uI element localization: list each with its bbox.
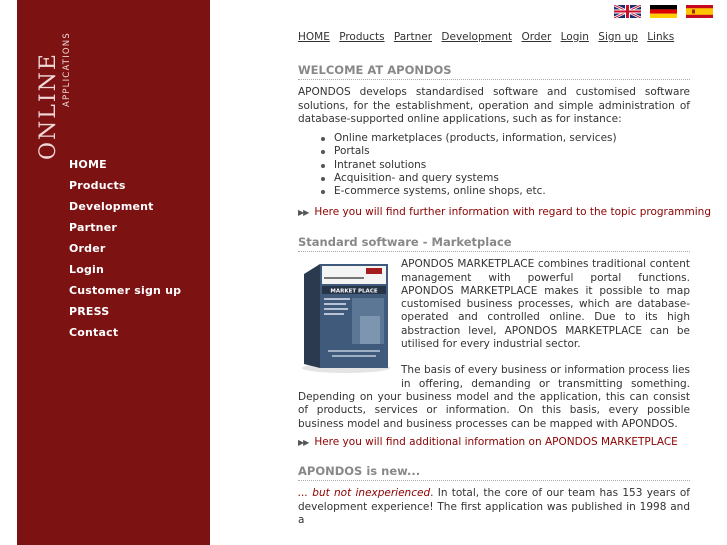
list-item: E-commerce systems, online shops, etc. xyxy=(334,185,690,198)
top-nav-development[interactable]: Development xyxy=(441,31,513,43)
logo-sub-text: APPLICATIONS xyxy=(62,32,72,107)
side-nav-products[interactable]: Products xyxy=(69,179,126,192)
news-emphasis: ... but not inexperienced xyxy=(298,487,431,500)
welcome-title: WELCOME AT APONDOS xyxy=(298,64,690,80)
marketplace-link[interactable]: Here you will find additional information on APONDOS MARKETPLACE xyxy=(314,435,678,448)
english-flag-icon[interactable] xyxy=(614,5,641,18)
top-nav-home[interactable]: HOME xyxy=(298,31,330,43)
side-nav xyxy=(69,157,181,346)
logo-main-text: ONLINE xyxy=(36,52,61,160)
german-flag-icon[interactable] xyxy=(650,5,677,18)
top-nav-links[interactable]: Links xyxy=(647,31,675,43)
marketplace-p1: APONDOS MARKETPLACE combines traditional content management with powerful portal functions. APONDOS MARKETPLACE makes it possible to map customised business processes, which are database-operated and controlled online. Due to its high abstraction level, APONDOS MARKETPLACE can be utilised for every industrial sector. xyxy=(401,258,690,351)
double-arrow-icon: ▶▶ xyxy=(298,437,309,447)
top-nav-login[interactable]: Login xyxy=(560,31,589,43)
side-nav-press[interactable]: PRESS xyxy=(69,305,110,318)
side-nav-development[interactable]: Development xyxy=(69,200,154,213)
box-label: MARKET PLACE xyxy=(330,288,378,295)
side-nav-customer-sign-up[interactable]: Customer sign up xyxy=(69,284,182,297)
programming-link[interactable]: Here you will find further information with regard to the topic programming xyxy=(314,205,711,218)
news-body xyxy=(298,487,690,527)
double-arrow-icon: ▶▶ xyxy=(298,207,309,217)
language-flags xyxy=(610,5,713,18)
top-nav-partner[interactable]: Partner xyxy=(393,31,433,43)
top-nav xyxy=(298,31,680,43)
list-item: Acquisition- and query systems xyxy=(334,172,690,185)
top-nav-products[interactable]: Products xyxy=(339,31,385,43)
marketplace-box-image xyxy=(298,258,393,375)
side-nav-contact[interactable]: Contact xyxy=(69,326,119,339)
list-item: Online marketplaces (products, information, services) xyxy=(334,132,690,145)
news-title: APONDOS is new... xyxy=(298,465,690,481)
spanish-flag-icon[interactable] xyxy=(686,5,713,18)
side-nav-home[interactable]: HOME xyxy=(69,158,107,171)
list-item: Intranet solutions xyxy=(334,159,690,172)
marketplace-title: Standard software - Marketplace xyxy=(298,236,690,252)
welcome-body: APONDOS develops standardised software and customised software solutions, for the establishment, operation and simple administration of database-supported online applications, such as for instance: xyxy=(298,86,690,125)
programming-link-row[interactable] xyxy=(298,205,711,219)
news-section xyxy=(298,465,690,527)
list-item: Portals xyxy=(334,145,690,158)
top-nav-order[interactable]: Order xyxy=(521,31,552,43)
side-nav-order[interactable]: Order xyxy=(69,242,106,255)
logo xyxy=(25,0,85,175)
marketplace-link-row[interactable] xyxy=(298,436,690,449)
marketplace-section xyxy=(298,236,690,449)
top-nav-sign-up[interactable]: Sign up xyxy=(598,31,638,43)
side-nav-login[interactable]: Login xyxy=(69,263,105,276)
feature-list xyxy=(298,132,690,198)
marketplace-p2: The basis of every business or information process lies in offering, demanding or transmitting something. Depending on your business model and the application, this can consist of products, services or information. On this basis, every possible business model and business processes can be mapped with APONDOS. xyxy=(298,364,690,430)
sidebar xyxy=(17,0,210,545)
side-nav-partner[interactable]: Partner xyxy=(69,221,117,234)
news-text: . In total, the core of our team has 153 years of development experience! The first application was published in 1998 and a xyxy=(298,487,690,527)
welcome-section xyxy=(298,63,711,219)
main-content xyxy=(298,63,711,527)
